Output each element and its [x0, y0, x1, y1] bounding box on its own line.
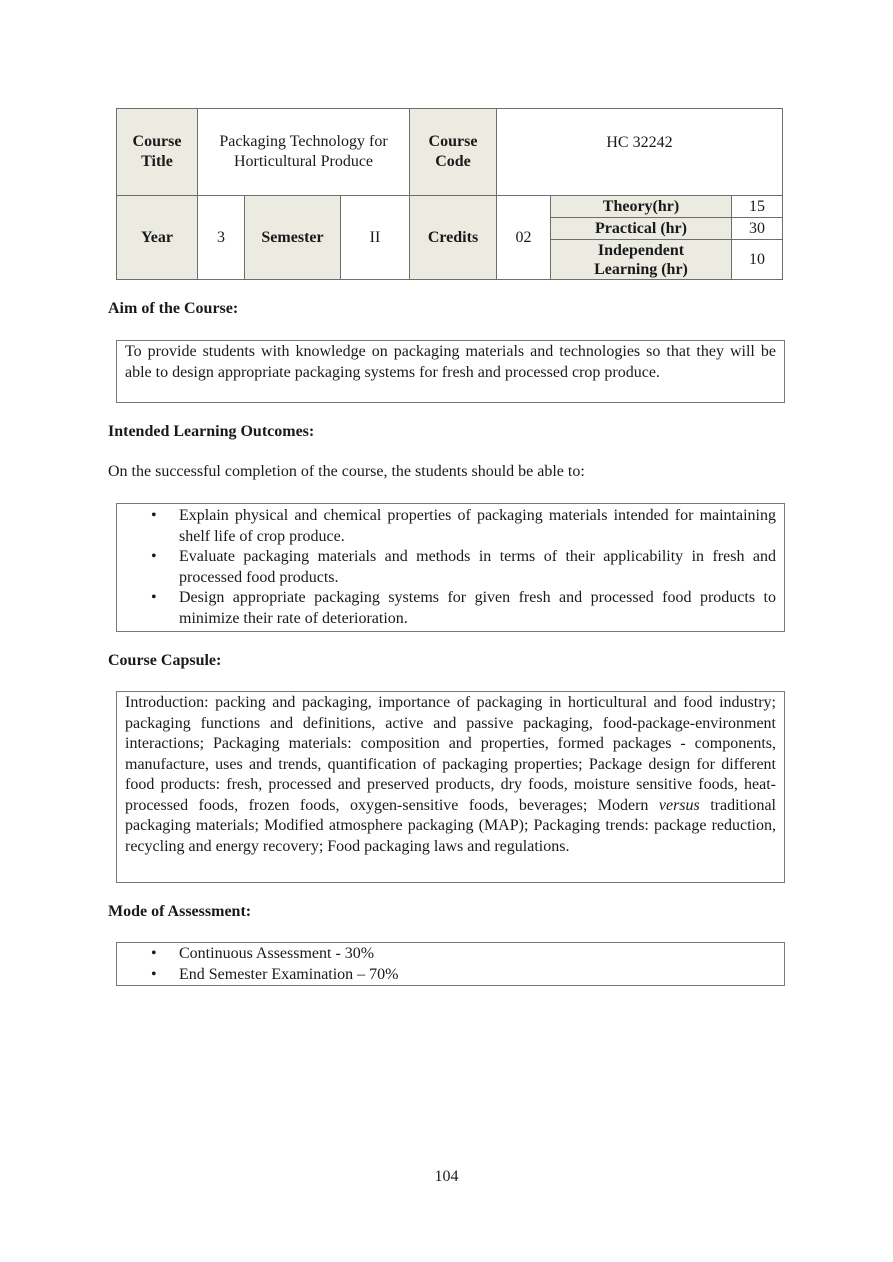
semester-label: Semester — [245, 196, 341, 280]
outcomes-heading: Intended Learning Outcomes: — [108, 423, 315, 440]
bullet-icon: • — [151, 507, 157, 524]
course-info-table — [116, 108, 783, 280]
capsule-heading: Course Capsule: — [108, 652, 222, 669]
course-title-label: Course Title — [117, 109, 198, 196]
assessment-list — [117, 944, 784, 985]
outcomes-list — [117, 506, 784, 629]
practical-hours-value: 30 — [732, 218, 783, 240]
course-code-label: Course Code — [410, 109, 497, 196]
capsule-box — [116, 691, 785, 883]
list-item: • Evaluate packaging materials and methods in terms of their applicability in fresh and processed food products. — [151, 548, 776, 586]
year-label: Year — [117, 196, 198, 280]
credits-label: Credits — [410, 196, 497, 280]
credits-value: 02 — [497, 196, 551, 280]
page-number: 104 — [434, 1168, 459, 1185]
year-value: 3 — [198, 196, 245, 280]
aim-box — [116, 340, 785, 403]
outcomes-intro: On the successful completion of the course, the students should be able to: — [108, 463, 585, 480]
assessment-box — [116, 942, 785, 986]
list-item: • Continuous Assessment - 30% — [179, 944, 776, 965]
assessment-heading: Mode of Assessment: — [108, 903, 252, 920]
bullet-icon: • — [151, 548, 157, 565]
aim-text: To provide students with knowledge on packaging materials and technologies so that they will be able to design appropriate packaging systems for fresh and processed crop produce. — [125, 343, 776, 381]
semester-value: II — [341, 196, 410, 280]
course-title-value: Packaging Technology for Horticultural Produce — [198, 109, 410, 196]
independent-hours-value: 10 — [732, 240, 783, 280]
bullet-icon: • — [151, 589, 157, 606]
list-item: • Explain physical and chemical properties of packaging materials intended for maintaining shelf life of crop produce. — [151, 507, 776, 545]
outcomes-box — [116, 503, 785, 632]
capsule-text: Introduction: packing and packaging, importance of packaging in horticultural and food industry; packaging functions and definitions, active and passive packaging, food-package-environment interactions; Packaging materials: composition and properties, formed packages - components, manufacture, uses and trends, quantification of packaging properties; Package design for different food products: fresh, processed and preserved products, dry foods, moisture sensitive foods, heat-processed foods, frozen foods, oxygen-sensitive foods, beverages; Modern versus traditional packaging materials; Modified atmosphere packaging (MAP); Packaging trends: package reduction, recycling and energy recovery; Food packaging laws and regulations. — [125, 694, 776, 855]
bullet-icon: • — [151, 965, 157, 983]
bullet-icon: • — [151, 945, 157, 962]
list-item: • Design appropriate packaging systems for given fresh and processed food products to minimize their rate of deterioration. — [151, 589, 776, 627]
aim-heading: Aim of the Course: — [108, 300, 239, 317]
practical-hours-label: Practical (hr) — [551, 218, 732, 240]
theory-hours-label: Theory(hr) — [551, 196, 732, 218]
independent-hours-label: Independent Learning (hr) — [551, 240, 732, 280]
list-item: • End Semester Examination – 70% — [179, 965, 776, 986]
theory-hours-value: 15 — [732, 196, 783, 218]
course-code-value: HC 32242 — [497, 109, 783, 196]
